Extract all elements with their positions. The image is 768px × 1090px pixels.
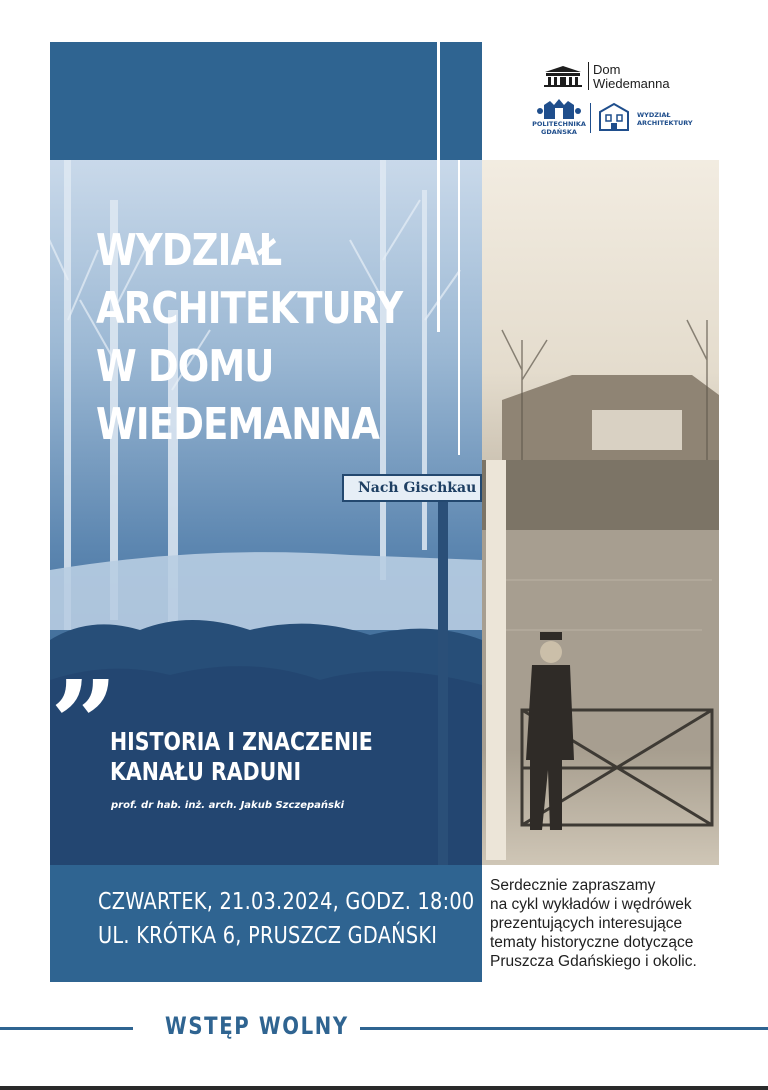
poster-title [96,222,415,454]
logo-line: Dom [593,62,621,77]
vertical-accent-line [437,42,440,332]
logo-line: POLITECHNIKA [532,120,586,128]
top-band [50,42,482,160]
title-line: WIEDEMANNA [96,399,380,450]
page-bottom-edge [0,1086,768,1090]
politechnika-crest-icon [536,97,582,121]
event-date: CZWARTEK, 21.03.2024, GODZ. 18:00 [98,889,475,915]
free-entry-label: WSTĘP WOLNY [165,1012,349,1040]
logo-line: ARCHITEKTURY [637,119,693,127]
title-line: W DOMU [96,341,274,392]
sepia-historic-photo [482,160,719,865]
politechnika-gdanska-logo-text [531,120,587,136]
invitation-line: prezentujących interesujące [490,915,683,932]
event-details [98,885,474,953]
footer-rule [0,1027,133,1030]
lecture-title [110,727,373,787]
lecture-title-line: HISTORIA I ZNACZENIE [110,727,373,756]
architecture-faculty-icon [597,102,631,132]
logo-line: Wiedemanna [593,76,670,91]
logo-divider [590,103,591,133]
logo-line: GDAŃSKA [541,128,577,136]
footer-rule [360,1027,768,1030]
speaker-name: prof. dr hab. inż. arch. Jakub Szczepański [111,800,345,811]
road-sign: Nach Gischkau [342,474,482,502]
quote-mark-icon: ” [50,654,110,793]
event-address: UL. KRÓTKA 6, PRUSZCZ GDAŃSKI [98,923,438,949]
invitation-line: na cykl wykładów i wędrówek [490,896,692,913]
invitation-line: Pruszcza Gdańskiego i okolic. [490,953,697,970]
invitation-text [490,876,740,971]
vertical-accent-line [458,160,460,455]
lecture-title-line: KANAŁU RADUNI [110,757,302,786]
dom-wiedemanna-building-icon [543,64,583,88]
logo-divider [588,62,589,90]
dom-wiedemanna-logo-text [593,63,670,91]
invitation-line: Serdecznie zapraszamy [490,877,656,894]
title-line: ARCHITEKTURY [96,283,403,334]
invitation-line: tematy historyczne dotyczące [490,934,694,951]
title-line: WYDZIAŁ [96,225,282,276]
logo-line: WYDZIAŁ [637,111,671,119]
wydzial-architektury-logo-text [637,111,693,127]
canal-gate-illustration [482,160,719,865]
